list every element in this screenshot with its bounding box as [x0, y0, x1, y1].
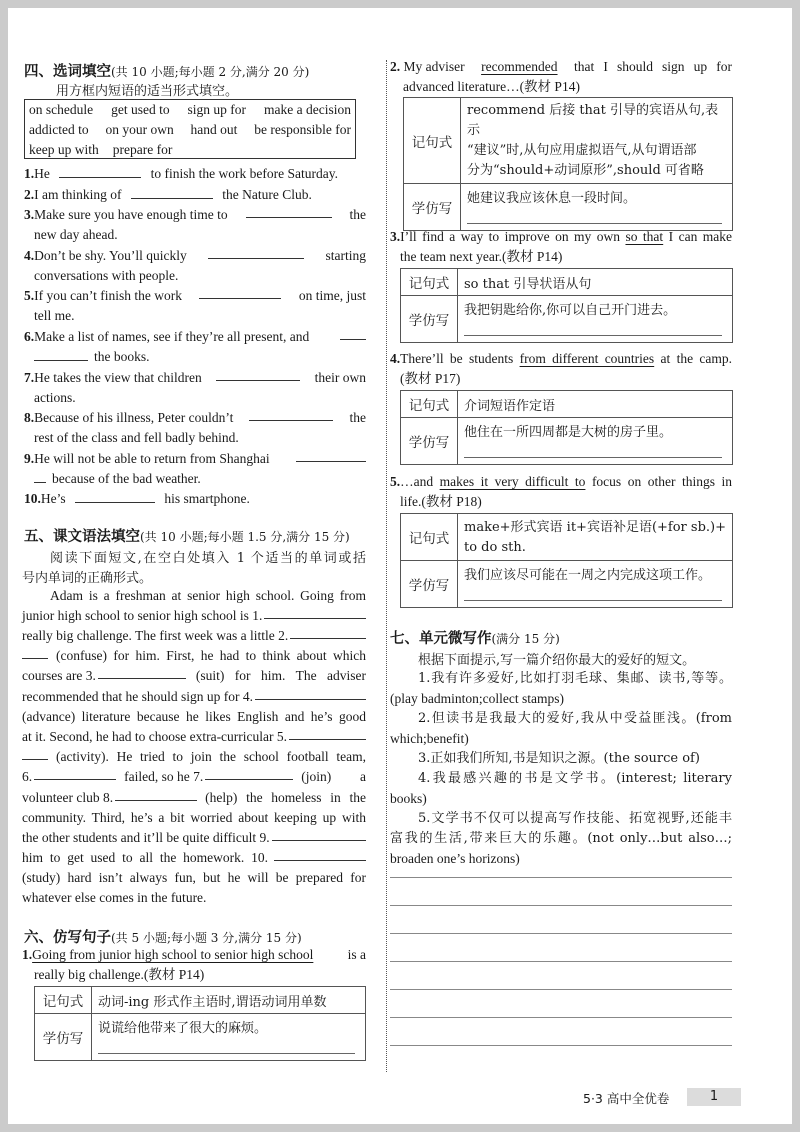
underlined-phrase: so that: [625, 229, 664, 244]
practice-cell: [461, 184, 733, 231]
item-text: He: [34, 166, 50, 181]
writing-prompt-cont: (play badminton;collect stamps): [390, 691, 564, 706]
writing-line[interactable]: [390, 905, 732, 906]
writing-prompt: 2.但读书是我最大的爱好,我从中受益匪浅。(from: [418, 711, 732, 726]
item-text: I can make: [668, 229, 733, 244]
passage-line: [22, 848, 366, 868]
page-number: 1: [687, 1088, 741, 1106]
blank-9[interactable]: [272, 828, 366, 841]
section6-heading: 六、仿写句子: [24, 930, 111, 946]
answer-blank[interactable]: [296, 449, 366, 462]
word-box-row: [29, 140, 351, 160]
item-3-text: [400, 227, 732, 247]
blank-8[interactable]: [115, 788, 197, 801]
passage-text: junior high school to senior high school is 1.: [22, 608, 263, 623]
practice-row: [404, 184, 733, 231]
answer-blank[interactable]: [208, 246, 304, 259]
section7-heading: 七、单元微写作: [390, 631, 492, 647]
item-number: 4.: [24, 248, 35, 263]
phrase: addicted to: [29, 122, 89, 137]
passage-text: (help) the homeless in the: [205, 790, 366, 805]
section7-score-note: (满分 15 分): [491, 632, 560, 646]
blank-2[interactable]: [290, 626, 366, 639]
answer-line[interactable]: [464, 600, 722, 601]
rule-row: [401, 391, 733, 418]
rule-text: so that 引导状语从句: [458, 269, 733, 296]
item-text: their own: [314, 370, 366, 385]
writing-prompt: 4.我最感兴趣的书是文学书。(interest; literary: [418, 771, 732, 786]
practice-label: 学仿写: [35, 1014, 92, 1061]
writing-prompt-cont: broaden one’s horizons): [390, 851, 520, 866]
s6-item-4: [390, 349, 732, 369]
item-number: 2.: [24, 187, 35, 202]
s4-item-7: [24, 368, 366, 388]
underlined-phrase: from different countries: [519, 351, 655, 366]
writing-prompt-cont: books): [390, 791, 427, 806]
answer-blank[interactable]: [59, 165, 141, 178]
answer-blank-cont[interactable]: [34, 470, 46, 483]
practice-prompt: 他住在一所四周都是大树的房子里。: [464, 425, 673, 440]
section5-instruction-line: 号内单词的正确形式。: [22, 571, 153, 586]
writing-prompt: 5.文学书不仅可以提高写作技能、拓宽视野,还能丰: [418, 811, 732, 826]
rule-row: [401, 514, 733, 561]
phrase: get used to: [111, 102, 170, 117]
writing-line[interactable]: [390, 961, 732, 962]
passage-line: [22, 828, 366, 848]
item-text-cont: advanced literature…(教材 P14): [403, 79, 580, 94]
answer-blank[interactable]: [246, 205, 332, 218]
rule-row: [401, 269, 733, 296]
s4-item-10: [24, 489, 250, 509]
blank-10[interactable]: [274, 848, 366, 861]
word-box-row: [29, 100, 351, 120]
passage-text: volunteer club 8.: [22, 790, 114, 805]
passage-text: courses are 3.: [22, 668, 96, 683]
rule-text: 介词短语作定语: [458, 391, 733, 418]
blank-5[interactable]: [289, 727, 366, 740]
writing-prompt: 3.正如我们所知,书是知识之源。(the source of): [418, 751, 700, 766]
item-text: the Nature Club.: [222, 187, 312, 202]
item-number: 10.: [24, 491, 41, 506]
blank-3[interactable]: [98, 666, 186, 679]
writing-prompt: 1.我有许多爱好,比如打羽毛球、集邮、读书,等等。: [418, 671, 732, 686]
blank-6[interactable]: [34, 767, 116, 780]
s4-item-6: [24, 327, 366, 347]
writing-prompt-cont: 富我的生活,带来巨大的乐趣。(not only…but also…;: [390, 831, 732, 846]
section4-heading: 四、选词填空: [24, 64, 111, 80]
answer-blank[interactable]: [75, 490, 155, 503]
section4-title: [24, 60, 309, 81]
practice-label: 学仿写: [401, 418, 458, 465]
passage-line: [22, 727, 366, 747]
practice-prompt: 我把钥匙给你,你可以自己开门进去。: [464, 303, 677, 318]
underlined-phrase: Going from junior high school to senior high school: [32, 947, 314, 962]
passage-line: [22, 767, 366, 787]
writing-line[interactable]: [390, 1017, 732, 1018]
item-text: Make a list of names, see if they’re all present, and: [34, 329, 310, 344]
rule-text: 分为“should+动词原形”,should 可省略: [467, 163, 704, 178]
passage-text: 6.: [22, 769, 33, 784]
item-text: to finish the work before Saturday.: [150, 166, 338, 181]
item-text: Don’t be shy. You’ll quickly: [34, 248, 187, 263]
s6-item-4-table: [400, 390, 733, 465]
item-number: 3.: [24, 207, 35, 222]
answer-blank[interactable]: [249, 408, 333, 421]
rule-row: [404, 98, 733, 184]
passage-line: [22, 646, 366, 666]
item-text-cont: the team next year.(教材 P14): [400, 249, 563, 264]
s6-item-3-table: [400, 268, 733, 343]
practice-cell: [458, 561, 733, 608]
item-number: 9.: [24, 451, 35, 466]
s4-item-9-cont: [34, 469, 201, 489]
practice-row: [401, 296, 733, 343]
exam-page: [8, 8, 792, 1124]
blank-7[interactable]: [205, 767, 293, 780]
s4-item-9: [24, 449, 366, 469]
answer-blank[interactable]: [216, 368, 300, 381]
passage-line: [22, 666, 366, 686]
passage-line: (advance) literature because he likes English and he’s good: [22, 709, 366, 724]
item-text: I’ll find a way to improve on my own: [400, 229, 620, 244]
rule-text: recommend 后接 that 引导的宾语从句,表示: [467, 103, 719, 138]
s6-item-5-table: [400, 513, 733, 608]
item-text-cont: really big challenge.(教材 P14): [34, 967, 205, 982]
practice-prompt: 她建议我应该休息一段时间。: [467, 191, 637, 206]
item-text: There’ll be students: [400, 351, 514, 366]
section4-score-note: (共 10 小题;每小题 2 分,满分 20 分): [111, 65, 310, 79]
practice-label: 学仿写: [401, 561, 458, 608]
phrase: keep up with: [29, 142, 99, 157]
rule-cell: [461, 98, 733, 184]
item-number: 5.: [24, 288, 35, 303]
item-number: 3.: [390, 229, 401, 244]
rule-text: 动词-ing 形式作主语时,谓语动词用单数: [92, 987, 366, 1014]
item-text: He will not be able to return from Shanghai: [34, 451, 270, 466]
item-5-text: [400, 472, 732, 492]
phrase: on your own: [105, 122, 174, 137]
word-box: [24, 99, 356, 159]
section7-instruction: 根据下面提示,写一篇介绍你最大的爱好的短文。: [418, 653, 696, 668]
answer-blank-cont[interactable]: [34, 348, 88, 361]
underlined-phrase: makes it very difficult to: [439, 474, 586, 489]
rule-text: to do sth.: [464, 540, 526, 555]
item-text: He’s: [40, 491, 66, 506]
rule-label: 记句式: [401, 391, 458, 418]
answer-line[interactable]: [464, 335, 722, 336]
item-text-cont: because of the bad weather.: [52, 471, 201, 486]
item-number: 2.: [390, 59, 401, 74]
rule-cell: [458, 514, 733, 561]
passage-text: failed, so he 7.: [124, 769, 204, 784]
passage-text: (activity). He tried to join the school football team,: [56, 749, 366, 764]
item-text-cont: conversations with people.: [34, 268, 179, 283]
section5-heading: 五、课文语法填空: [24, 529, 140, 545]
item-text: My adviser: [403, 59, 465, 74]
item-text-cont: the books.: [94, 349, 150, 364]
passage-line: [22, 606, 366, 626]
item-text: his smartphone.: [164, 491, 250, 506]
rule-text: “建议”时,从句应用虚拟语气,从句谓语部: [467, 143, 697, 158]
item-text: at the camp.: [660, 351, 733, 366]
phrase: sign up for: [187, 102, 247, 117]
section4-instruction: 用方框内短语的适当形式填空。: [56, 84, 239, 99]
item-text-cont: tell me.: [34, 308, 75, 323]
s4-item-6-cont: [34, 347, 150, 367]
passage-text: the other students and it’ll be quite difficult 9.: [22, 830, 270, 845]
item-text: If you can’t finish the work: [34, 288, 182, 303]
blank-4[interactable]: [255, 687, 366, 700]
practice-label: 学仿写: [401, 296, 458, 343]
item-4-text: [400, 349, 732, 369]
item-number: 1.: [24, 166, 35, 181]
passage-line: [22, 687, 366, 707]
passage-line: [22, 747, 366, 767]
s4-item-5: [24, 286, 366, 306]
rule-row: [35, 987, 366, 1014]
answer-blank[interactable]: [131, 186, 213, 199]
rule-label: 记句式: [401, 514, 458, 561]
item-text: that I should sign up for: [574, 59, 732, 74]
item-text: on time, just: [298, 288, 366, 303]
item-text: …and: [400, 474, 434, 489]
practice-row: [35, 1014, 366, 1061]
s4-item-3: [24, 205, 366, 225]
passage-line: (study) hard isn’t always fun, but he will be prepared for: [22, 870, 366, 885]
item-text: Make sure you have enough time to: [34, 207, 228, 222]
item-text: the: [349, 410, 366, 425]
writing-line[interactable]: [390, 933, 732, 934]
passage-text: (join) a: [301, 769, 366, 784]
item-text-cont: (教材 P17): [400, 371, 461, 386]
s6-item-3: [390, 227, 732, 247]
writing-prompt-cont: which;benefit): [390, 731, 469, 746]
item-text-cont: rest of the class and fell badly behind.: [34, 430, 239, 445]
section6-title: [24, 926, 302, 947]
item-number: 7.: [24, 370, 35, 385]
section6-score-note: (共 5 小题;每小题 3 分,满分 15 分): [111, 931, 302, 945]
s4-item-8: [24, 408, 366, 428]
item-text-cont: new day ahead.: [34, 227, 118, 242]
rule-text: make+形式宾语 it+宾语补足语(+for sb.)+: [464, 520, 726, 535]
section5-score-note: (共 10 小题;每小题 1.5 分,满分 15 分): [140, 530, 350, 544]
item-text: focus on other things in: [591, 474, 732, 489]
practice-label: 学仿写: [404, 184, 461, 231]
phrase: prepare for: [112, 142, 173, 157]
practice-prompt: 说谎给他带来了很大的麻烦。: [98, 1021, 268, 1036]
item-number: 8.: [24, 410, 35, 425]
s4-item-1: [24, 164, 338, 184]
underlined-phrase: recommended: [481, 59, 558, 74]
phrase: be responsible for: [254, 122, 351, 137]
passage-text: really big challenge. The first week was a little 2.: [22, 628, 289, 643]
s6-item-5: [390, 472, 732, 492]
passage-line: Adam is a freshman at senior high school. Going from: [50, 588, 366, 603]
s4-item-4: [24, 246, 366, 266]
blank-1[interactable]: [264, 606, 366, 619]
practice-cell: [92, 1014, 366, 1061]
rule-label: 记句式: [404, 98, 461, 184]
blank-2-cont[interactable]: [22, 646, 48, 659]
writing-line[interactable]: [390, 989, 732, 990]
passage-text: at it. Second, he had to choose extra-curricular 5.: [22, 729, 288, 744]
practice-cell: [458, 418, 733, 465]
s6-item-1: [22, 945, 366, 965]
item-text: I am thinking of: [34, 187, 122, 202]
rule-label: 记句式: [35, 987, 92, 1014]
practice-prompt: 我们应该尽可能在一周之内完成这项工作。: [464, 568, 712, 583]
passage-line: [22, 788, 366, 808]
phrase: on schedule: [29, 102, 94, 117]
item-text: He takes the view that children: [34, 370, 202, 385]
passage-text: him to get used to all the homework. 10.: [22, 850, 268, 865]
s4-item-2: [24, 185, 312, 205]
item-number: 1.: [22, 947, 33, 962]
passage-line: community. Third, he’s a bit worried about keeping up with: [22, 810, 366, 825]
item-number: 4.: [390, 351, 401, 366]
s6-item-1-table: [34, 986, 366, 1061]
s6-item-2: [390, 57, 732, 77]
passage-text: recommended that he should sign up for 4.: [22, 689, 253, 704]
answer-line[interactable]: [464, 457, 722, 458]
item-text-cont: life.(教材 P18): [400, 494, 482, 509]
answer-line[interactable]: [98, 1053, 355, 1054]
passage-text: (confuse) for him. First, he had to think about which: [56, 648, 366, 663]
rule-label: 记句式: [401, 269, 458, 296]
item-text: the: [349, 207, 366, 222]
footer-brand: 5·3 高中全优卷: [583, 1091, 670, 1106]
item-number: 5.: [390, 474, 401, 489]
item-number: 6.: [24, 329, 35, 344]
item-text-cont: actions.: [34, 390, 76, 405]
writing-line[interactable]: [390, 877, 732, 878]
section5-title: [24, 525, 350, 546]
practice-row: [401, 418, 733, 465]
item-text: starting: [325, 248, 366, 263]
practice-row: [401, 561, 733, 608]
word-box-row: [29, 120, 351, 140]
passage-line: [22, 626, 366, 646]
section5-instruction-line: 阅读下面短文,在空白处填入 1 个适当的单词或括: [50, 551, 366, 566]
item-text: is a: [347, 947, 366, 962]
phrase: make a decision: [264, 102, 351, 117]
section7-title: [390, 627, 560, 648]
s6-item-2-table: [403, 97, 733, 231]
passage-line: whatever else comes in the future.: [22, 890, 207, 905]
item-text: Because of his illness, Peter couldn’t: [34, 410, 234, 425]
answer-line[interactable]: [467, 223, 722, 224]
answer-blank[interactable]: [199, 286, 281, 299]
passage-text: (suit) for him. The adviser: [195, 668, 366, 683]
practice-cell: [458, 296, 733, 343]
blank-5-cont[interactable]: [22, 747, 48, 760]
phrase: hand out: [190, 122, 238, 137]
column-divider: [386, 60, 387, 1072]
writing-line[interactable]: [390, 1045, 732, 1046]
answer-blank[interactable]: [340, 327, 366, 340]
